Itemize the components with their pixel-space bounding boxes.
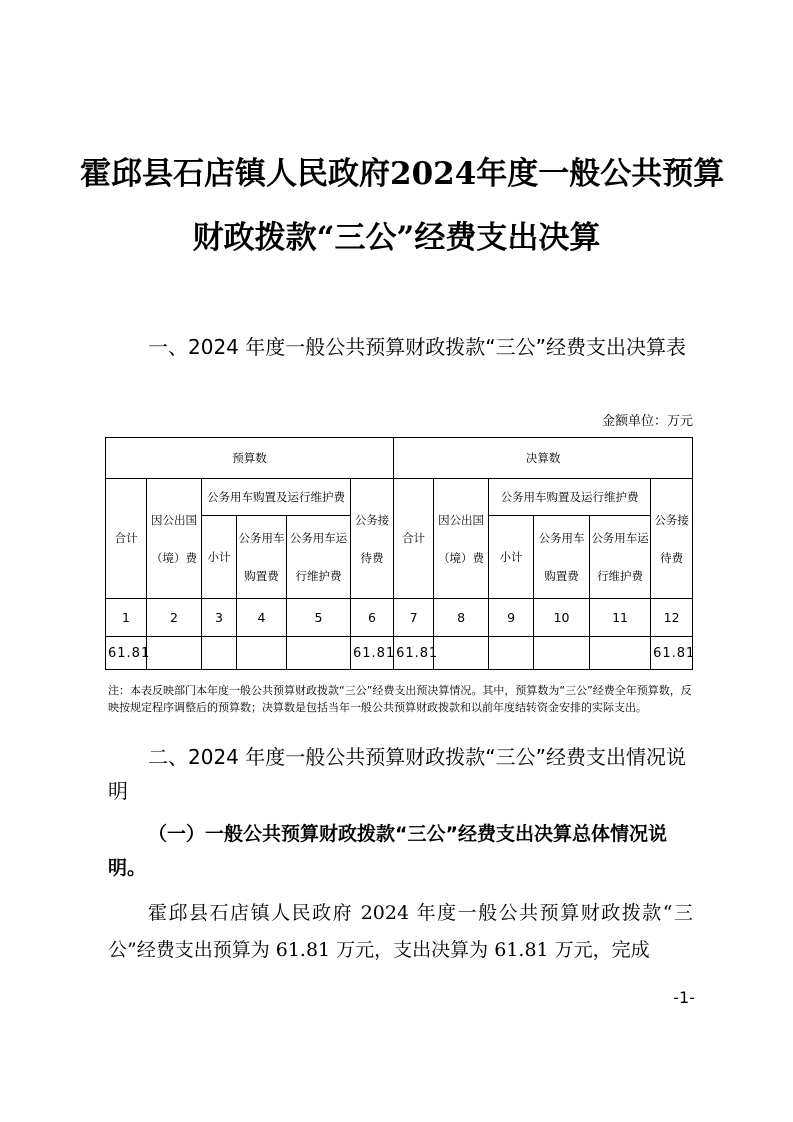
value-cell [237, 637, 287, 670]
header-budget-vehicle-operation: 公务用车运行维护费 [287, 516, 351, 599]
table-header-row-groups [106, 438, 693, 479]
index-cell: 4 [237, 599, 287, 637]
section2-paragraph: 霍邱县石店镇人民政府 2024 年度一般公共预算财政拨款“三公”经费支出预算为 61.81 万元，支出决算为 61.81 万元，完成 [108, 902, 693, 961]
three-public-expenses-table [105, 437, 696, 670]
value-cell: 61.81 [106, 637, 147, 670]
header-budget-abroad: 因公出国（境）费 [147, 479, 202, 599]
value-cell [590, 637, 651, 670]
index-cell: 9 [489, 599, 534, 637]
header-final-vehicle-operation: 公务用车运行维护费 [590, 516, 651, 599]
index-cell: 12 [651, 599, 693, 637]
section1-heading: 一、2024 年度一般公共预算财政拨款“三公”经费支出决算表 [148, 335, 686, 359]
header-final-subtotal: 小计 [489, 516, 534, 599]
section2-subheading: （一）一般公共预算财政拨款“三公”经费支出决算总体情况说明。 [108, 823, 667, 879]
value-cell [287, 637, 351, 670]
header-budget-vehicle-purchase: 公务用车购置费 [237, 516, 287, 599]
header-final-group: 决算数 [394, 438, 693, 479]
value-cell: 61.81 [394, 637, 434, 670]
index-cell: 10 [534, 599, 590, 637]
header-final-vehicle-group: 公务用车购置及运行维护费 [489, 479, 651, 516]
index-cell: 11 [590, 599, 651, 637]
amount-unit-label: 金额单位：万元 [601, 414, 693, 429]
value-cell [147, 637, 202, 670]
header-budget-group: 预算数 [106, 438, 394, 479]
document-title-line2: 财政拨款“三公”经费支出决算 [192, 220, 601, 256]
header-budget-reception: 公务接待费 [351, 479, 394, 599]
header-final-reception: 公务接待费 [651, 479, 693, 599]
index-cell: 3 [202, 599, 237, 637]
header-budget-vehicle-group: 公务用车购置及运行维护费 [202, 479, 351, 516]
index-cell: 8 [434, 599, 489, 637]
value-cell [434, 637, 489, 670]
value-cell: 61.81 [651, 637, 693, 670]
table-value-row [106, 637, 693, 670]
page-number: -1- [673, 988, 695, 1007]
section2-heading: 二、2024 年度一般公共预算财政拨款“三公”经费支出情况说明 [108, 745, 686, 803]
value-cell [202, 637, 237, 670]
index-cell: 5 [287, 599, 351, 637]
index-cell: 7 [394, 599, 434, 637]
value-cell [489, 637, 534, 670]
header-budget-subtotal: 小计 [202, 516, 237, 599]
index-cell: 1 [106, 599, 147, 637]
value-cell: 61.81 [351, 637, 394, 670]
header-final-vehicle-purchase: 公务用车购置费 [534, 516, 590, 599]
index-cell: 6 [351, 599, 394, 637]
table-index-row [106, 599, 693, 637]
table-footnote: 注：本表反映部门本年度一般公共预算财政拨款“三公”经费支出预决算情况。其中，预算数为“三公”经费全年预算数，反映按规定程序调整后的预算数；决算数是包括当年一般公共预算财政拨款和以前年度结转资金安排的实际支出。 [108, 684, 692, 714]
index-cell: 2 [147, 599, 202, 637]
value-cell [534, 637, 590, 670]
document-title-line1: 霍邱县石店镇人民政府2024年度一般公共预算 [80, 156, 725, 192]
header-final-abroad: 因公出国（境）费 [434, 479, 489, 599]
header-budget-total: 合计 [106, 479, 147, 599]
table-header-row-columns [106, 479, 693, 516]
header-final-total: 合计 [394, 479, 434, 599]
